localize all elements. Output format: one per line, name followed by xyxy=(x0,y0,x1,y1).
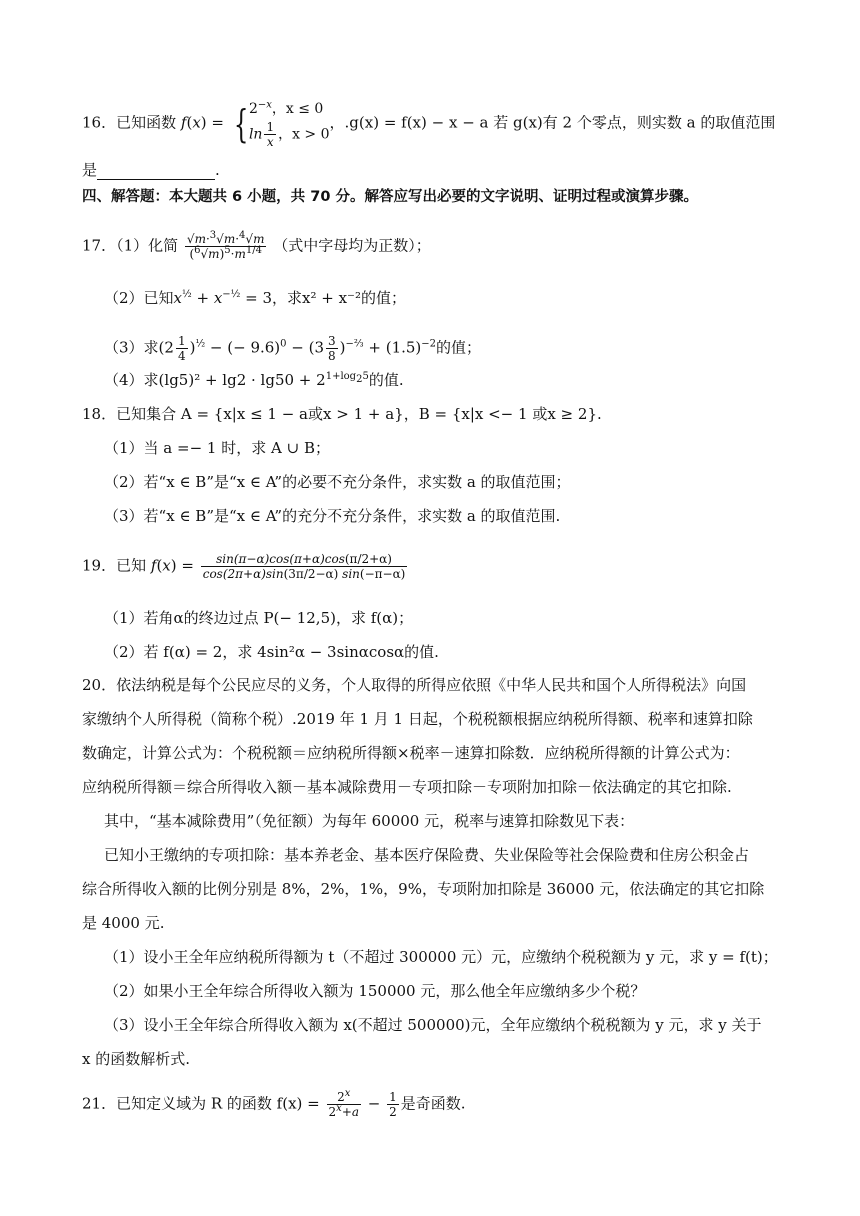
q20-l2: 家缴纳个人所得税（简称个税）.2019 年 1 月 1 日起，个税税额根据应纳税所得额、税率和速算扣除 xyxy=(82,710,753,728)
q17-p1: 17．（1）化简 $\frac{√m\cdot^3√m\cdot^4√m}{(^6√m)^5\cdot m^{1/4}}$ （式中字母均为正数）； xyxy=(82,230,431,261)
answer-blank xyxy=(97,163,215,180)
q20-p3a: （3）设小王全年综合所得收入额为 x(不超过 500000)元，全年应缴纳个税税额为 y 元，求 y 关于 xyxy=(104,1016,762,1034)
q17-fraction: $\frac{√m\cdot^3√m\cdot^4√m}{(^6√m)^5\cdot m^{1/4}}$ xyxy=(186,230,265,261)
q20-l3: 数确定，计算公式为：个税税额＝应纳税所得额×税率－速算扣除数．应纳税所得额的计算公式为： xyxy=(82,744,740,762)
q20-p1: （1）设小王全年应纳税所得额为 t（不超过 300000 元）元，应缴纳个税税额为 y 元，求 y = f(t)； xyxy=(104,948,778,966)
q20-l4: 应纳税所得额＝综合所得收入额－基本减除费用－专项扣除－专项附加扣除－依法确定的其它扣除. xyxy=(82,778,732,796)
q17-p2: （2）已知$x^{\frac{1}{2}} + x^{-\frac{1}{2}} = 3$，求x² + x⁻²的值； xyxy=(104,289,406,307)
q20-l7: 综合所得收入额的比例分别是 8%，2%，1%，9%，专项附加扣除是 36000 元，依法确定的其它扣除 xyxy=(82,880,765,898)
q20-p3b: x 的函数解析式. xyxy=(82,1050,190,1068)
q19-p1: （1）若角α的终边过点 P(− 12,5)，求 f(α)； xyxy=(104,609,414,627)
q19-line1: 19．已知 f(x) = $\frac{\sin(\pi-\alpha)\cos(\pi+\alpha)\cos(\pi/2+\alpha)}{\cos(2\pi+\alpha)\sin(3\pi/2-\alpha) \sin(-\pi-\alpha)}$ xyxy=(82,552,406,581)
q18-p1: （1）当 a =− 1 时，求 A ∪ B； xyxy=(104,439,330,457)
q19-p2: （2）若 f(α) = 2，求 4sin²α − 3sinαcosα的值. xyxy=(104,643,439,661)
q18-p3: （3）若“x ∈ B”是“x ∈ A”的充分不充分条件，求实数 a 的取值范围. xyxy=(104,507,561,525)
q20-l8: 是 4000 元. xyxy=(82,914,165,932)
q16-piecewise: $2^{-x}$，x ≤ 0 ln $\frac{1}{x}$ ，x > 0 xyxy=(248,99,330,149)
section4-header: 四、解答题：本大题共 6 小题，共 70 分。解答应写出必要的文字说明、证明过程或演算步骤。 xyxy=(82,189,698,205)
q16-line2: 是 . xyxy=(82,161,220,179)
q17-p4: （4）求$(\lg 5)^2 + \lg 2 \cdot \lg 50 + 2^{1+log_25}$的值. xyxy=(104,371,404,389)
q21-fraction: $\frac{2^x}{2^x+a}$ xyxy=(328,1088,360,1119)
q20-p2: （2）如果小王全年综合所得收入额为 150000 元，那么他全年应缴纳多少个税？ xyxy=(104,982,646,1000)
q19-fraction: $\frac{\sin(\pi-\alpha)\cos(\pi+\alpha)\cos(\pi/2+\alpha)}{\cos(2\pi+\alpha)\sin(3\pi/2-\alpha) \sin(-\pi-\alpha)}$ xyxy=(202,552,406,581)
q20-l6: 已知小王缴纳的专项扣除：基本养老金、基本医疗保险费、失业保险等社会保险费和住房公积金占 xyxy=(104,846,750,864)
q18-line1: 18．已知集合 A = {x|x ≤ 1 − a或x > 1 + a}，B = {x|x <− 1 或x ≥ 2}. xyxy=(82,405,602,423)
q18-p2: （2）若“x ∈ B”是“x ∈ A”的必要不充分条件，求实数 a 的取值范围； xyxy=(104,473,571,491)
q21-line1: 21．已知定义域为 R 的函数 f(x) = $\frac{2^x}{2^x+a}$ − $\frac{1}{2}$ 是奇函数. xyxy=(82,1088,466,1119)
q17-p3: （3）求(2 $\frac{1}{4}$ )$^{\frac{1}{2}}$ − (− 9.6)$^0$ − (3 $\frac{3}{8}$ )$^{-\frac{2}{3}} + (1.5)^{-2}$的值； xyxy=(104,334,482,363)
q16-line1: 16．已知函数 f(x) = { $2^{-x}$，x ≤ 0 ln $\frac{1}{x}$ ，x > 0 ，.g(x) = f(x) − x − a 若 g(x)有 2 个零点，则实数 a 的取值范围 xyxy=(82,99,776,149)
q20-l1: 20．依法纳税是每个公民应尽的义务，个人取得的所得应依照《中华人民共和国个人所得税法》向国 xyxy=(82,676,747,694)
q20-l5: 其中，“基本减除费用”（免征额）为每年 60000 元，税率与速算扣除数见下表： xyxy=(104,812,635,830)
